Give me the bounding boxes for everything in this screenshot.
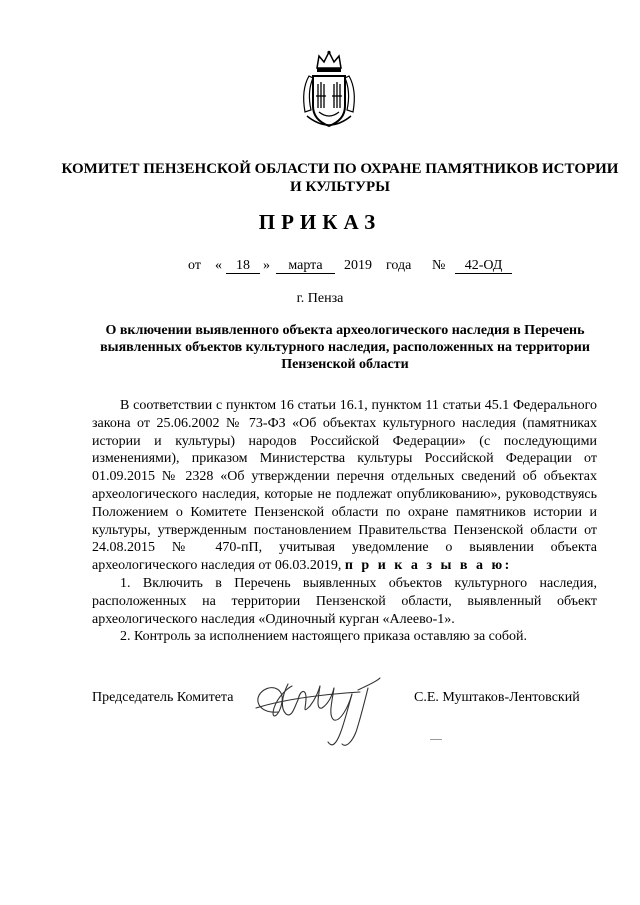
order-word: п р и к а з ы в а ю:: [344, 558, 512, 574]
date-year-word: года: [386, 258, 412, 273]
order-item-2: 2. Контроль за исполнением настоящего приказа оставляю за собой.: [120, 629, 528, 645]
order-subject: О включении выявленного объекта археологического наследия в Перечень выявленных объектов культурного наследия, расположенных на территории Пензенской области: [100, 323, 590, 372]
date-month: марта: [276, 258, 335, 274]
committee-name: КОМИТЕТ ПЕНЗЕНСКОЙ ОБЛАСТИ ПО ОХРАНЕ ПАМЯТНИКОВ ИСТОРИИ И КУЛЬТУРЫ: [61, 161, 619, 195]
date-close-quote: »: [263, 258, 270, 273]
order-item-1: 1. Включить в Перечень выявленных объектов культурного наследия, расположенных на территории Пензенской области, выявленный объект археологического наследия «Одиночный курган «Алеево-1».: [92, 575, 597, 627]
preamble-paragraph: [92, 397, 597, 575]
date-year: 2019: [344, 258, 372, 273]
handwritten-signature: [248, 668, 418, 756]
signer-name: С.Е. Муштаков-Лентовский: [414, 690, 580, 705]
document-type-title: ПРИКАЗ: [258, 210, 382, 234]
order-body: [92, 397, 597, 646]
date-day: 18: [226, 258, 260, 274]
order-number: 42-ОД: [455, 258, 512, 274]
number-sign: №: [432, 258, 446, 273]
signer-title: Председатель Комитета: [92, 690, 234, 705]
date-prefix: от: [188, 258, 201, 273]
preamble-text: В соответствии с пунктом 16 статьи 16.1, пунктом 11 статьи 45.1 Федерального закона от 25.06.2002 № 73-ФЗ «Об объектах культурного наследия (памятниках истории и культуры) народов Российской Федерации» (с последующими изменениями), приказом Министерства культуры Российской Федерации от 01.09.2015 № 2328 «Об утверждении перечня отдельных сведений об объектах археологического наследия, которые не подлежат опубликованию», руководствуясь Положением о Комитете Пензенской области по охране памятников истории и культуры, утвержденным постановлением Правительства Пензенской области от 24.08.2015 № 470-пП, учитывая уведомление о выявлении объекта археологического наследия от 06.03.2019,: [92, 398, 597, 574]
city-name: г. Пенза: [296, 291, 344, 306]
date-open-quote: «: [215, 258, 222, 273]
scan-mark: [430, 739, 442, 740]
coat-of-arms-emblem: [297, 50, 361, 130]
